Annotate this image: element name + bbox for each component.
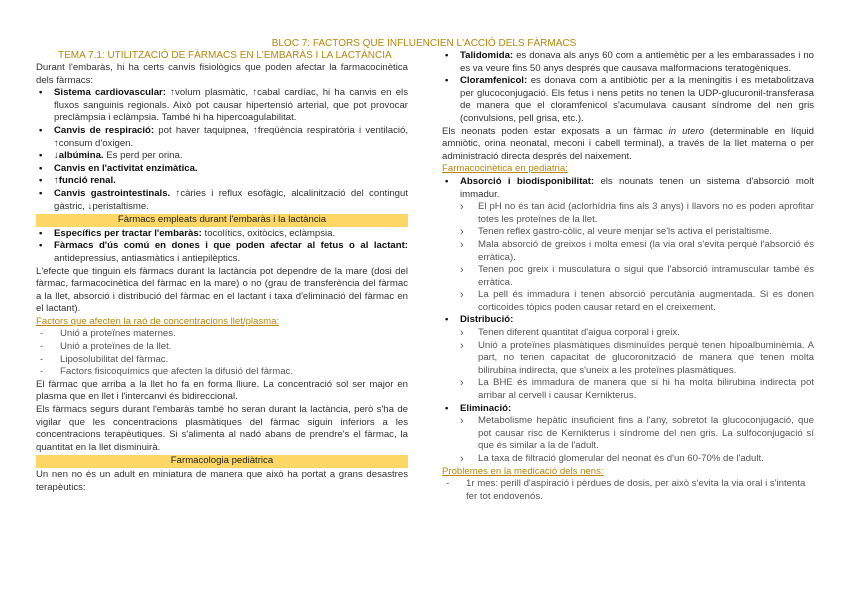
topic-title: TEMA 7.1: UTILITZACIÓ DE FÀRMACS EN L'EMBARÀS I LA LACTÀNCIA	[58, 50, 392, 61]
list-item: • Canvis en l'activitat enzimàtica.	[36, 163, 408, 176]
list-item: • Específics per tractar l'embaràs: tocolítics, oxitòcics, eclàmpsia.	[36, 228, 408, 241]
sub-item: › Unió a proteïnes plasmàtiques disminuïdes perquè tenen hipoalbuminèmia. A part, no tenen capacitat de glucoronització de manera que tenen molta bilirubina indirecta, que s'uneix a les proteïnes plasmàtiques.	[442, 340, 814, 378]
sub-item: › Metabolisme hepàtic insuficient fins a l'any, sobretot la glucoconjugació, que pot causar risc de Kernikterus i síndrome del nen gris. La sulfoconjugació sí que és similar a la de l'adult.	[442, 415, 814, 453]
list-item: • Distribució:	[442, 314, 814, 327]
list-item: • ↑funció renal.	[36, 175, 408, 188]
section-banner: Farmacologia pediàtrica	[36, 455, 408, 468]
sub-item: › La BHE és immadura de manera que si hi ha molta bilirubina indirecta pot arribar al cervell i causar Kernikterus.	[442, 377, 814, 402]
intro-paragraph: Durant l'embaràs, hi ha certs canvis fisiològics que poden afectar la farmacocinètica dels fàrmacs:	[36, 62, 408, 86]
pharmacokinetics-heading: Farmacocinètica en pediatria:	[442, 163, 568, 175]
page-header: BLOC 7: FACTORS QUE INFLUENCIEN L'ACCIÓ DELS FÀRMACS	[271, 38, 577, 49]
list-item: • Sistema cardiovascular: ↑volum plasmàtic, ↑cabal cardíac, hi ha canvis en els fluxos sanguinis regionals. Això pot causar hipertensió arterial, que pot provocar preclàmpsia i eclàmpsia. També hi ha hipercoagulabilitat.	[36, 87, 408, 125]
sub-item: › El pH no és tan àcid (aclorhídria fins als 3 anys) i llavors no es poden aprofitar totes les proteïnes de la llet.	[442, 201, 814, 226]
sub-item: › Tenen reflex gastro-còlic, al veure menjar se'ls activa el peristaltisme.	[442, 226, 814, 239]
list-item: - Unió a proteïnes de la llet.	[36, 341, 408, 354]
list-item: • Cloramfenicol: es donava com a antibiòtic per a la meningitis i es metabolitzava per glucoconjugació. Els fetus i nens petits no tenen la UDP-glucuronil-transferasa de manera que el cloramfenicol s'acumulava causant síndrome del nen gris (convulsions, pell grisa, etc.).	[442, 75, 814, 125]
factors-heading: Factors que afecten la raó de concentracions llet/plasma:	[36, 315, 280, 327]
problems-heading: Problemes en la medicació dels nens:	[442, 465, 604, 477]
sub-item: › Mala absorció de greixos i molta emesi (la via oral s'evita perquè l'absorció és erràtica).	[442, 239, 814, 264]
sub-item: › La pell és immadura i tenen absorció percutània augmentada. Si es donen corticoides tòpics poden causar retard en el creixement.	[442, 289, 814, 314]
list-item: - Unió a proteïnes maternes.	[36, 328, 408, 341]
list-item: • Fàrmacs d'ús comú en dones i que poden afectar al fetus o al lactant: antidepressius, antiasmàtics i antiepilèptics.	[36, 240, 408, 265]
sub-item: › Tenen poc greix i musculatura o sigui que l'absorció intramuscular també és erràtica.	[442, 264, 814, 289]
neonates-paragraph: Els neonats poden estar exposats a un fàrmac in utero (determinable en líquid amniòtic, orina neonatal, meconi i cabell terminal), a través de la llet materna o per administració directa després del naixement.	[442, 125, 815, 162]
left-column	[36, 50, 408, 494]
list-item: - 1r mes: perill d'aspiració i pèrdues de dosis, per això s'evita la via oral i s'intenta fer tot endovenós.	[442, 478, 814, 503]
list-item: • ↓albúmina. Es perd per orina.	[36, 150, 408, 163]
milk-paragraph: El fàrmac que arriba a la llet ho fa en forma lliure. La concentració sol ser major en plasma que en llet i l'intercanvi és bidireccional.	[36, 378, 408, 403]
sub-item: › Tenen diferent quantitat d'aigua corporal i greix.	[442, 327, 814, 340]
pediatric-paragraph: Un nen no és un adult en miniatura de manera que això ha portat a grans desastres terapèutics:	[36, 469, 408, 493]
list-item: • Absorció i biodisponibilitat: els nounats tenen un sistema d'absorció molt immadur.	[442, 176, 814, 201]
list-item: - Liposolubilitat del fàrmac.	[36, 354, 408, 367]
section-banner: Fàrmacs empleats durant l'embaràs i la lactància	[36, 214, 408, 227]
right-column	[442, 50, 814, 503]
milk-safety-paragraph: Els fàrmacs segurs durant l'embaràs també ho seran durant la lactància, però s'ha de vigilar que les concentracions plasmàtiques del fàrmac siguin inferiors a les concentracions terapèutiques. Si s'alimenta al nadó abans de prendre's el fàrmac, la quantitat en la llet disminuirà.	[36, 404, 408, 453]
list-item: • Talidomida: es donava als anys 60 com a antiemètic per a les embarassades i no es va veure fins 50 anys després que causava malformacions teratogèniques.	[442, 50, 814, 75]
lactation-paragraph: L'efecte que tinguin els fàrmacs durant la lactància pot dependre de la mare (dosi del fàrmac, farmacocinètica del fàrmac en la mare) o no (grau de transferència del fàrmac a la llet, absorció i distribució del fàrmac en el lactant i taxa d'eliminació del fàrmac en el lactant).	[36, 265, 408, 315]
list-item: • Canvis gastrointestinals. ↑càries i reflux esofàgic, alcalinització del contingut gàstric, ↓peristaltisme.	[36, 188, 408, 213]
list-item: • Eliminació:	[442, 403, 814, 416]
sub-item: › La taxa de filtració glomerular del neonat és d'un 60-70% de l'adult.	[442, 453, 814, 466]
list-item: • Canvis de respiració: pot haver taquipnea, ↑freqüència respiratòria i ventilació, ↑consum d'oxigen.	[36, 125, 408, 150]
list-item: - Factors fisicoquímics que afecten la difusió del fàrmac.	[36, 366, 408, 379]
